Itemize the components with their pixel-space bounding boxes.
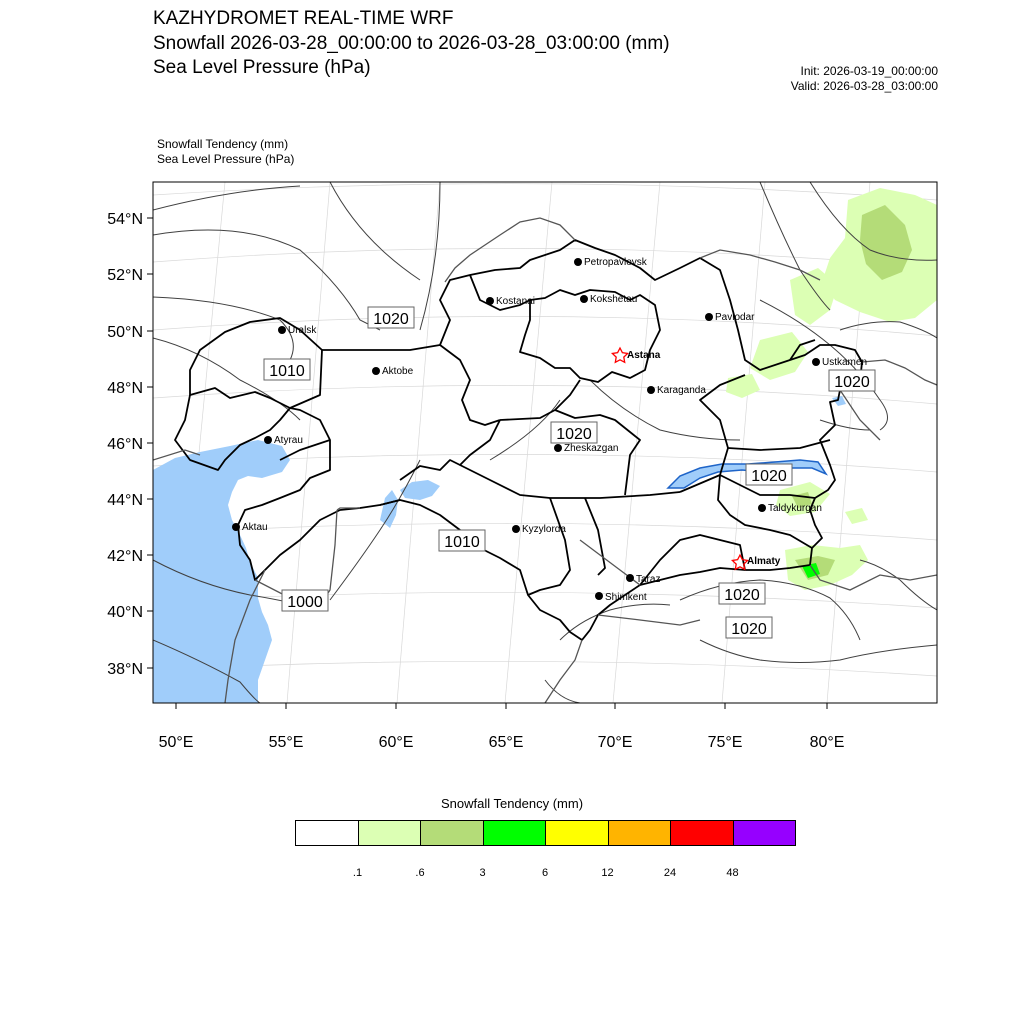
colorbar-swatch: [295, 820, 359, 846]
city-almaty: [732, 555, 780, 569]
lon-label: 80°E: [809, 734, 845, 751]
svg-text:Astana: Astana: [627, 350, 661, 361]
svg-text:Karaganda: Karaganda: [657, 385, 706, 396]
lon-label: 60°E: [378, 734, 414, 751]
isobar-label: [719, 583, 765, 604]
city-kostanai: [486, 296, 535, 307]
title-line-3: Sea Level Pressure (hPa): [153, 57, 371, 78]
svg-text:1020: 1020: [373, 311, 409, 328]
svg-text:1010: 1010: [444, 534, 480, 551]
city-zheskazgan: [554, 443, 618, 454]
colorbar-swatch: [358, 820, 422, 846]
svg-text:Almaty: Almaty: [747, 556, 781, 567]
city-aktobe: [372, 366, 414, 377]
lat-label: 52°N: [107, 267, 143, 284]
caspian-sea: [153, 440, 290, 703]
svg-text:Ustkamen: Ustkamen: [822, 357, 868, 368]
title-line-1: KAZHYDROMET REAL-TIME WRF: [153, 8, 454, 29]
svg-text:1020: 1020: [731, 621, 767, 638]
isobar-label: [282, 590, 328, 611]
city-pavlodar: [705, 312, 755, 323]
subtitle-snowfall: Snowfall Tendency (mm): [157, 137, 289, 151]
city-karaganda: [647, 385, 706, 396]
colorbar-swatch: [545, 820, 609, 846]
title-line-2: Snowfall 2026-03-28_00:00:00 to 2026-03-28_03:00:00 (mm): [153, 33, 670, 54]
svg-text:Kokshetau: Kokshetau: [590, 294, 638, 305]
colorbar-label: 24: [663, 867, 677, 879]
lon-label: 50°E: [158, 734, 194, 751]
colorbar-swatch: [608, 820, 672, 846]
city-taldykurgan: [758, 503, 822, 514]
svg-text:Taldykurgan: Taldykurgan: [768, 503, 822, 514]
city-ustkamen: [812, 357, 867, 368]
colorbar-label: .6: [415, 867, 425, 879]
isobar-label: [746, 464, 792, 485]
svg-text:Shimkent: Shimkent: [605, 592, 647, 603]
city-markers: [232, 257, 867, 603]
lon-label: 65°E: [488, 734, 524, 751]
svg-text:1000: 1000: [287, 594, 323, 611]
lat-label: 40°N: [107, 604, 143, 621]
city-uralsk: [278, 325, 317, 336]
svg-text:Zheskazgan: Zheskazgan: [564, 443, 619, 454]
svg-text:1020: 1020: [751, 468, 787, 485]
colorbar-label: 6: [541, 867, 549, 879]
valid-time: Valid: 2026-03-28_03:00:00: [790, 79, 938, 93]
svg-text:Petropavlovsk: Petropavlovsk: [584, 257, 647, 268]
lon-label: 75°E: [707, 734, 743, 751]
city-kokshetau: [580, 294, 637, 305]
lat-label: 42°N: [107, 548, 143, 565]
colorbar-label: .1: [352, 867, 363, 879]
city-taraz: [626, 574, 660, 585]
colorbar-label: 12: [601, 867, 614, 879]
svg-text:Atyrau: Atyrau: [274, 435, 303, 446]
svg-text:Uralsk: Uralsk: [288, 325, 317, 336]
lat-label: 50°N: [107, 324, 143, 341]
city-shimkent: [595, 592, 647, 603]
colorbar-swatch: [733, 820, 797, 846]
lon-label: 55°E: [268, 734, 304, 751]
svg-text:Taraz: Taraz: [636, 574, 661, 585]
lat-label: 54°N: [107, 211, 143, 228]
svg-text:1020: 1020: [556, 426, 592, 443]
lat-label: 38°N: [107, 661, 143, 678]
svg-text:Pavlodar: Pavlodar: [715, 312, 755, 323]
svg-text:1020: 1020: [834, 374, 870, 391]
subtitle-pressure: Sea Level Pressure (hPa): [157, 152, 295, 166]
isobar-label: [726, 617, 772, 638]
colorbar-swatch: [420, 820, 484, 846]
isobar-label: [368, 307, 414, 328]
isobar-label: [829, 370, 875, 391]
colorbar-swatch: [483, 820, 547, 846]
colorbar-swatch: [670, 820, 734, 846]
lat-label: 44°N: [107, 492, 143, 509]
svg-text:Kyzylorda: Kyzylorda: [522, 524, 566, 535]
isobar-label: [264, 359, 310, 380]
colorbar-title: Snowfall Tendency (mm): [440, 796, 584, 811]
svg-text:Aktau: Aktau: [242, 522, 268, 533]
lon-label: 70°E: [597, 734, 633, 751]
isobar-label: [439, 530, 485, 551]
svg-text:Aktobe: Aktobe: [382, 366, 414, 377]
aral-sea-north: [400, 480, 440, 500]
isobar-label: [551, 422, 597, 443]
lat-label: 46°N: [107, 436, 143, 453]
city-astana: [612, 348, 660, 362]
colorbar-label: 3: [479, 867, 486, 879]
svg-text:Kostanai: Kostanai: [496, 296, 535, 307]
city-petropavlovsk: [574, 257, 648, 268]
svg-text:1010: 1010: [269, 363, 305, 380]
colorbar-label: 48: [726, 867, 739, 879]
init-time: Init: 2026-03-19_00:00:00: [800, 64, 938, 78]
svg-text:1020: 1020: [724, 587, 760, 604]
lat-label: 48°N: [107, 380, 143, 397]
aral-sea: [380, 490, 398, 528]
